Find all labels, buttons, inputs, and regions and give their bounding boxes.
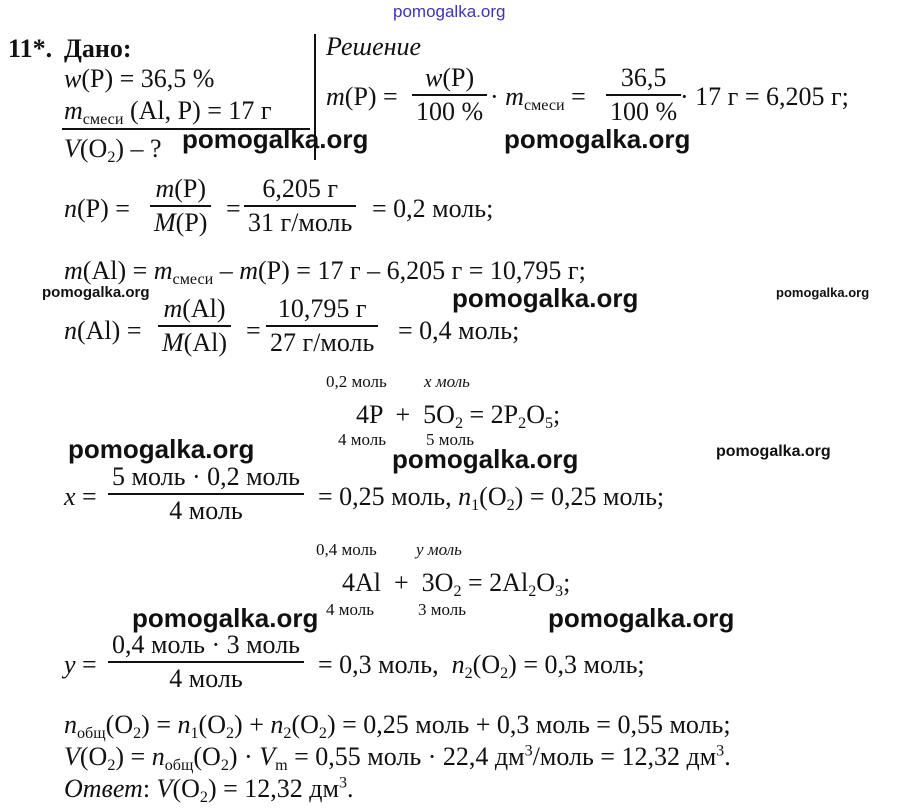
eq4-fraction-2: 10,795 г 27 г/моль: [266, 296, 378, 356]
reaction2-above-right: y моль: [416, 540, 462, 559]
reaction1-below-left: 4 моль: [338, 430, 387, 449]
eq1-rhs: · 17 г = 6,205 г;: [680, 82, 849, 111]
watermark: pomogalka.org: [548, 603, 735, 633]
reaction2-equation: $4Al + 3O_2 = 2Al_2O_3$;: [342, 568, 571, 600]
eq4-fraction-1: m(Al) M(Al): [158, 296, 231, 356]
eq6-rhs: = 0,3 моль, $n_2(O_2) = 0,3$ моль;: [318, 650, 645, 682]
top-watermark: pomogalka.org: [393, 2, 506, 21]
given-line-2: $m_{смеси}$ (Al, P) = 17 г: [64, 96, 272, 128]
watermark: pomogalka.org: [504, 124, 691, 154]
given-title: Дано:: [64, 34, 132, 63]
eq1-mid: · $m_{смеси}$ =: [490, 82, 586, 114]
eq4-rhs: = 0,4 моль;: [398, 316, 520, 345]
watermark: pomogalka.org: [182, 124, 369, 154]
eq5-lhs: x =: [64, 482, 97, 511]
solution-title: Решение: [326, 32, 422, 61]
eq2-fraction-1: m(P) M(P): [150, 176, 211, 236]
reaction2-below-left: 4 моль: [326, 600, 375, 619]
watermark: pomogalka.org: [42, 284, 150, 301]
reaction1-above-right: x моль: [424, 372, 470, 391]
watermark: pomogalka.org: [392, 444, 579, 474]
eq6-fraction: 0,4 моль · 3 моль 4 моль: [108, 632, 304, 692]
given-line-1: w(P) = 36,5 %: [64, 64, 215, 93]
eq1-fraction-1: w(P) 100 %: [412, 65, 487, 125]
watermark: pomogalka.org: [132, 603, 319, 633]
reaction1-equation: $4P + 5O_2 = 2P_2O_5$;: [356, 400, 561, 432]
eq8: $V(O_2) = n_{общ}(O_2) \cdot V_m = 0,55$ моль · 22,4 $дм^3$/моль = 12,32 $дм^3$.: [64, 742, 731, 774]
watermark: pomogalka.org: [452, 283, 639, 313]
watermark: pomogalka.org: [68, 434, 255, 464]
reaction2-below-right: 3 моль: [418, 600, 467, 619]
watermark: pomogalka.org: [776, 285, 870, 300]
problem-number: 11*.: [8, 34, 53, 63]
answer: Ответ: $V(O_2) = 12,32$ $дм^3$.: [64, 774, 354, 806]
eq2-lhs: n(P) =: [64, 194, 130, 223]
reaction1-above-left: 0,2 моль: [326, 372, 387, 391]
eq4-equals: =: [246, 316, 261, 345]
given-line-3: $V(O_2)$ – ?: [64, 134, 162, 166]
watermark: pomogalka.org: [716, 443, 831, 460]
eq4-lhs: n(Al) =: [64, 316, 142, 345]
eq2-rhs: = 0,2 моль;: [372, 194, 494, 223]
reaction2-above-left: 0,4 моль: [316, 540, 377, 559]
eq5-rhs: = 0,25 моль, $n_1(O_2) = 0,25$ моль;: [318, 482, 665, 514]
eq5-fraction: 5 моль · 0,2 моль 4 моль: [108, 464, 304, 524]
answer-label: Ответ: [64, 774, 143, 803]
eq1-lhs: m(P) =: [326, 82, 398, 111]
eq1-fraction-2: 36,5 100 %: [606, 65, 681, 125]
eq3: $m(Al) = m_{смеси} - m(P) = 17$ г – 6,205 г = 10,795 г;: [64, 256, 586, 288]
eq7: $n_{общ}(O_2) = n_1(O_2) + n_2(O_2) = 0,25$ моль + 0,3 моль = 0,55 моль;: [64, 710, 731, 742]
reaction1-below-right: 5 моль: [426, 430, 475, 449]
eq6-lhs: y =: [64, 650, 97, 679]
eq2-fraction-2: 6,205 г 31 г/моль: [244, 176, 356, 236]
eq2-equals: =: [226, 194, 241, 223]
